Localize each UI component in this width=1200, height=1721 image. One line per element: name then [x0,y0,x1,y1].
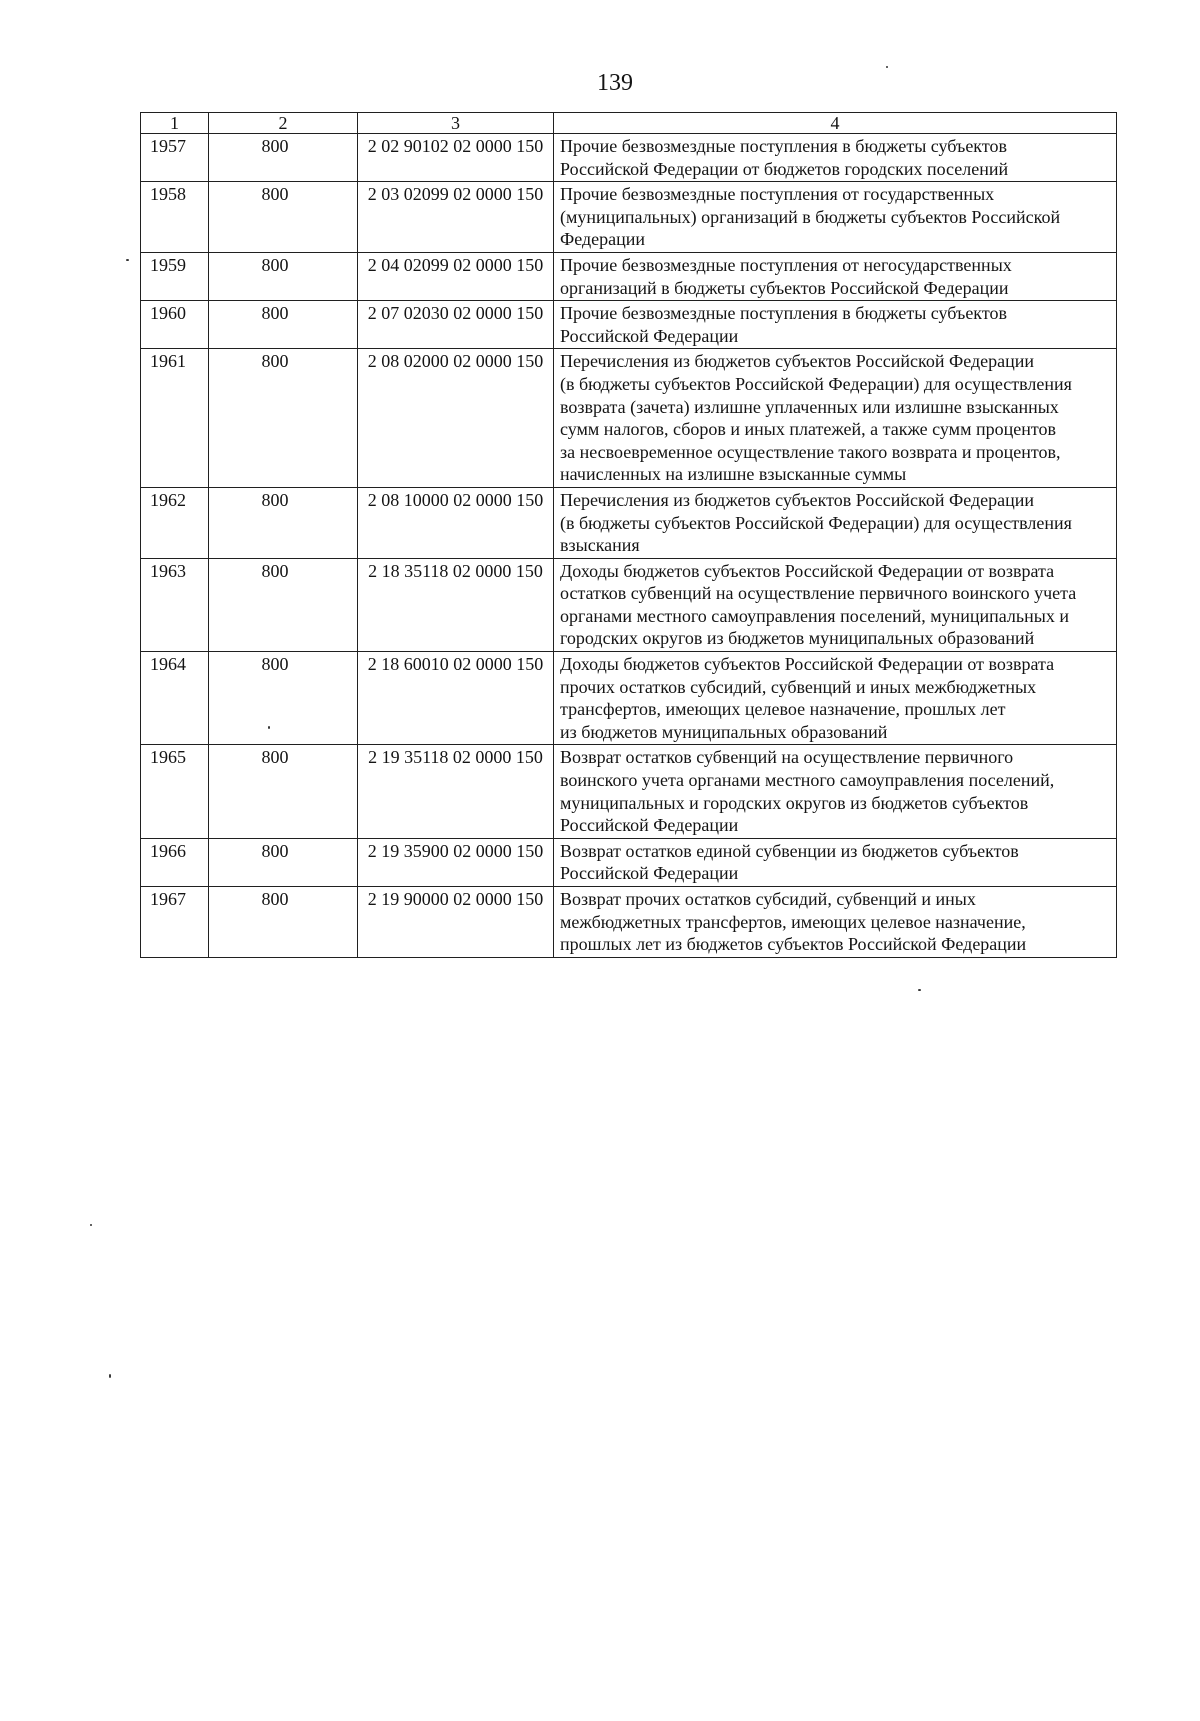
admin-code-cell: 800 [209,887,358,958]
admin-code-cell: 800 [209,301,358,349]
row-number-cell: 1960 [141,301,209,349]
description-cell [554,745,1117,838]
description-cell [554,887,1117,958]
admin-code-cell: 800 [209,134,358,182]
table-row [141,252,1117,300]
description-cell [554,558,1117,651]
table-row [141,134,1117,182]
table-row [141,487,1117,558]
admin-code-cell: 800 [209,558,358,651]
description-line: органами местного самоуправления поселений, муниципальных и [560,605,1069,626]
header-cell-2: 2 [209,113,358,134]
description-line: трансфертов, имеющих целевое назначение, прошлых лет [560,699,1006,720]
description-line: межбюджетных трансфертов, имеющих целевое назначение, [560,911,1026,932]
description-cell [554,252,1117,300]
budget-code-cell: 2 19 35118 02 0000 150 [358,745,554,838]
table-row [141,652,1117,745]
table-row [141,558,1117,651]
scan-speck [109,1374,111,1378]
description-line: Возврат прочих остатков субсидий, субвенций и иных [560,889,976,909]
table-row [141,182,1117,253]
description-line: Доходы бюджетов субъектов Российской Федерации от возврата [560,560,1055,581]
scan-speck [90,1224,92,1226]
description-line: начисленных на излишне взысканные суммы [560,464,907,485]
description-line: городских округов из бюджетов муниципальных образований [560,628,1035,649]
header-row [141,113,1117,134]
budget-code-cell: 2 04 02099 02 0000 150 [358,252,554,300]
table-row [141,349,1117,488]
budget-code-cell: 2 18 35118 02 0000 150 [358,558,554,651]
description-line: Федерации [560,229,646,250]
admin-code-cell: 800 [209,252,358,300]
description-line: Российской Федерации от бюджетов городских поселений [560,158,1009,179]
admin-code-cell: 800 [209,182,358,253]
table-row [141,301,1117,349]
header-cell-4: 4 [554,113,1117,134]
description-line: прочих остатков субсидий, субвенций и иных межбюджетных [560,676,1037,697]
description-line: за несвоевременное осуществление такого возврата и процентов, [560,441,1061,462]
table-body [141,134,1117,958]
row-number-cell: 1959 [141,252,209,300]
description-line: Доходы бюджетов субъектов Российской Федерации от возврата [560,654,1055,675]
row-number-cell: 1962 [141,487,209,558]
description-line: (в бюджеты субъектов Российской Федерации) для осуществления [560,512,1072,533]
budget-code-cell: 2 08 02000 02 0000 150 [358,349,554,488]
description-line: остатков субвенций на осуществление первичного воинского учета [560,583,1077,604]
description-line: Прочие безвозмездные поступления от негосударственных [560,254,1012,275]
description-line: возврата (зачета) излишне уплаченных или излишне взысканных [560,396,1059,417]
scan-speck [126,259,129,261]
budget-code-cell: 2 18 60010 02 0000 150 [358,652,554,745]
description-line: Российской Федерации [560,863,739,884]
page-number: 139 [597,70,633,96]
description-cell [554,349,1117,488]
description-line: Прочие безвозмездные поступления от государственных [560,184,995,205]
admin-code-cell: 800 [209,745,358,838]
budget-code-cell: 2 19 35900 02 0000 150 [358,838,554,886]
description-line: (муниципальных) организаций в бюджеты субъектов Российской [560,206,1061,227]
scan-speck [886,66,888,68]
row-number-cell: 1957 [141,134,209,182]
table-header [141,113,1117,134]
description-line: (в бюджеты субъектов Российской Федерации) для осуществления [560,373,1072,394]
admin-code-cell: 800 [209,349,358,488]
description-cell [554,652,1117,745]
row-number-cell: 1967 [141,887,209,958]
description-line: Перечисления из бюджетов субъектов Российской Федерации [560,489,1035,510]
description-line: прошлых лет из бюджетов субъектов Российской Федерации [560,934,1027,955]
description-cell [554,301,1117,349]
description-line: Прочие безвозмездные поступления в бюджеты субъектов [560,136,1007,156]
description-cell [554,134,1117,182]
description-cell [554,487,1117,558]
row-number-cell: 1961 [141,349,209,488]
description-line: Возврат остатков субвенций на осуществление первичного [560,747,1014,768]
row-number-cell: 1965 [141,745,209,838]
budget-code-cell: 2 07 02030 02 0000 150 [358,301,554,349]
description-line: Прочие безвозмездные поступления в бюджеты субъектов [560,303,1007,324]
row-number-cell: 1958 [141,182,209,253]
description-cell [554,182,1117,253]
description-line: организаций в бюджеты субъектов Российской Федерации [560,277,1009,298]
description-line: Возврат остатков единой субвенции из бюджетов субъектов [560,840,1019,861]
admin-code-cell: 800 [209,487,358,558]
description-line: сумм налогов, сборов и иных платежей, а также сумм процентов [560,419,1056,440]
description-line: воинского учета органами местного самоуправления поселений, [560,770,1055,791]
scan-speck [918,989,921,991]
description-cell [554,838,1117,886]
scan-speck [268,726,270,729]
header-cell-1: 1 [141,113,209,134]
budget-code-cell: 2 08 10000 02 0000 150 [358,487,554,558]
budget-code-cell: 2 02 90102 02 0000 150 [358,134,554,182]
description-line: Российской Федерации [560,815,739,836]
row-number-cell: 1964 [141,652,209,745]
row-number-cell: 1963 [141,558,209,651]
admin-code-cell: 800 [209,838,358,886]
description-line: взыскания [560,535,640,556]
description-line: Перечисления из бюджетов субъектов Российской Федерации [560,351,1035,372]
budget-code-cell: 2 19 90000 02 0000 150 [358,887,554,958]
row-number-cell: 1966 [141,838,209,886]
description-line: из бюджетов муниципальных образований [560,721,888,742]
budget-codes-table [140,112,1117,958]
table-row [141,838,1117,886]
table-row [141,887,1117,958]
table-row [141,745,1117,838]
description-line: муниципальных и городских округов из бюджетов субъектов [560,792,1029,813]
admin-code-cell: 800 [209,652,358,745]
budget-code-cell: 2 03 02099 02 0000 150 [358,182,554,253]
description-line: Российской Федерации [560,325,739,346]
header-cell-3: 3 [358,113,554,134]
